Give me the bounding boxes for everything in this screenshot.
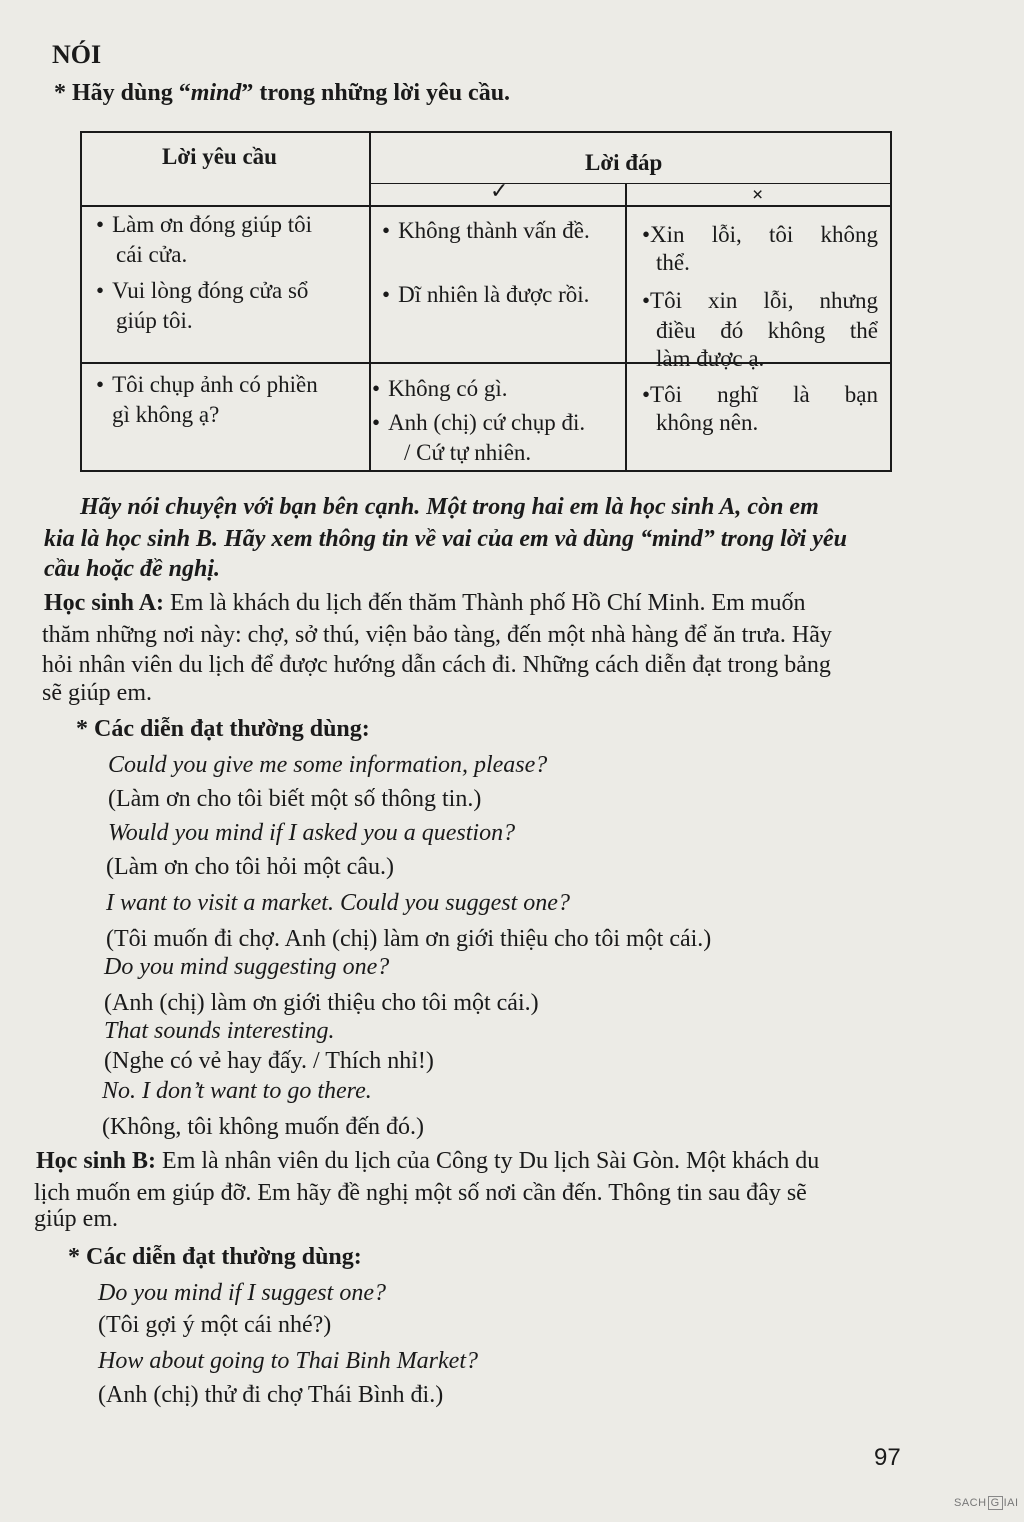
expression-english: No. I don’t want to go there. xyxy=(102,1078,372,1104)
table-cell-request: • Tôi chụp ảnh có phiền xyxy=(96,372,318,397)
table-cell-no: •Tôi nghĩ là bạn xyxy=(642,382,878,407)
expression-english: How about going to Thai Binh Market? xyxy=(98,1348,478,1374)
student-a-line: thăm những nơi này: chợ, sở thú, viện bảo tàng, đến một nhà hàng để ăn trưa. Hãy xyxy=(42,622,832,648)
table-cell-request: cái cửa. xyxy=(116,242,188,267)
column-header-response: Lời đáp xyxy=(585,150,663,175)
page-number: 97 xyxy=(874,1444,901,1471)
instruction-line xyxy=(54,80,510,107)
task-line: cầu hoặc đề nghị. xyxy=(44,556,221,582)
expression-english: That sounds interesting. xyxy=(104,1018,335,1044)
table-cell-yes: • Không thành vấn đề. xyxy=(382,218,590,243)
table-cell-no: thể. xyxy=(656,250,690,275)
site-logo: SACH G IAI xyxy=(954,1497,1019,1509)
instruction-post: ” trong những lời yêu cầu. xyxy=(241,80,511,106)
table-divider xyxy=(82,205,890,207)
expression-vietnamese: (Anh (chị) làm ơn giới thiệu cho tôi một cái.) xyxy=(104,990,539,1016)
table-cell-no: làm được ạ. xyxy=(656,346,765,371)
expressions-title: * Các diễn đạt thường dùng: xyxy=(68,1244,362,1270)
table-cell-request: • Làm ơn đóng giúp tôi xyxy=(96,212,313,237)
expression-english: Would you mind if I asked you a question? xyxy=(108,820,516,846)
table-cell-no: không nên. xyxy=(656,410,759,435)
student-b-label: Học sinh B: xyxy=(36,1148,157,1174)
table-cell-yes: • Anh (chị) cứ chụp đi. xyxy=(372,410,586,435)
table-cell-no: •Tôi xin lỗi, nhưng xyxy=(642,288,878,313)
expression-english: Do you mind suggesting one? xyxy=(104,954,390,980)
table-cell-request: giúp tôi. xyxy=(116,308,193,333)
instruction-pre: Hãy dùng “ xyxy=(72,80,191,106)
table-cell-request: gì không ạ? xyxy=(112,402,220,427)
student-a-line: Học sinh A: Em là khách du lịch đến thăm Thành phố Hồ Chí Minh. Em muốn xyxy=(44,590,806,616)
table-cell-no: điều đó không thể xyxy=(656,318,878,343)
expression-vietnamese: (Làm ơn cho tôi hỏi một câu.) xyxy=(106,854,394,880)
task-line: kia là học sinh B. Hãy xem thông tin về vai của em và dùng “mind” trong lời yêu xyxy=(44,526,847,552)
table-divider xyxy=(370,183,890,184)
check-icon: ✓ xyxy=(490,178,509,203)
student-b-line: Học sinh B: Em là nhân viên du lịch của Công ty Du lịch Sài Gòn. Một khách du xyxy=(36,1148,820,1174)
student-a-label: Học sinh A: xyxy=(44,590,165,616)
request-response-table xyxy=(80,131,892,472)
expression-english: Could you give me some information, please? xyxy=(108,752,548,778)
table-cell-yes: • Không có gì. xyxy=(372,376,508,401)
table-cell-request: • Vui lòng đóng cửa sổ xyxy=(96,278,309,303)
table-cell-no: •Xin lỗi, tôi không xyxy=(642,222,878,247)
star-mark: * xyxy=(54,80,66,106)
table-cell-yes: • Dĩ nhiên là được rồi. xyxy=(382,282,590,307)
expression-english: Do you mind if I suggest one? xyxy=(98,1280,386,1306)
table-divider xyxy=(82,362,890,364)
expression-vietnamese: (Tôi gợi ý một cái nhé?) xyxy=(98,1312,332,1338)
student-b-line: giúp em. xyxy=(34,1206,118,1232)
expression-vietnamese: (Không, tôi không muốn đến đó.) xyxy=(102,1114,424,1140)
expression-vietnamese: (Anh (chị) thử đi chợ Thái Bình đi.) xyxy=(98,1382,444,1408)
expression-vietnamese: (Tôi muốn đi chợ. Anh (chị) làm ơn giới thiệu cho tôi một cái.) xyxy=(106,926,712,952)
cross-icon: × xyxy=(752,184,764,206)
section-heading: NÓI xyxy=(52,40,102,69)
student-a-line: sẽ giúp em. xyxy=(42,680,152,706)
student-a-line: hỏi nhân viên du lịch để được hướng dẫn cách đi. Những cách diễn đạt trong bảng xyxy=(42,652,831,678)
expression-vietnamese: (Nghe có vẻ hay đấy. / Thích nhỉ!) xyxy=(104,1048,434,1074)
column-header-request: Lời yêu cầu xyxy=(162,144,277,169)
student-b-line: lịch muốn em giúp đỡ. Em hãy đề nghị một số nơi cần đến. Thông tin sau đây sẽ xyxy=(34,1180,807,1206)
expression-vietnamese: (Làm ơn cho tôi biết một số thông tin.) xyxy=(108,786,482,812)
expression-english: I want to visit a market. Could you suggest one? xyxy=(106,890,570,916)
table-divider xyxy=(625,183,627,470)
expressions-title: * Các diễn đạt thường dùng: xyxy=(76,716,370,742)
task-line: Hãy nói chuyện với bạn bên cạnh. Một trong hai em là học sinh A, còn em xyxy=(80,494,819,520)
table-cell-yes: / Cứ tự nhiên. xyxy=(404,440,532,465)
instruction-mind: mind xyxy=(190,80,242,106)
